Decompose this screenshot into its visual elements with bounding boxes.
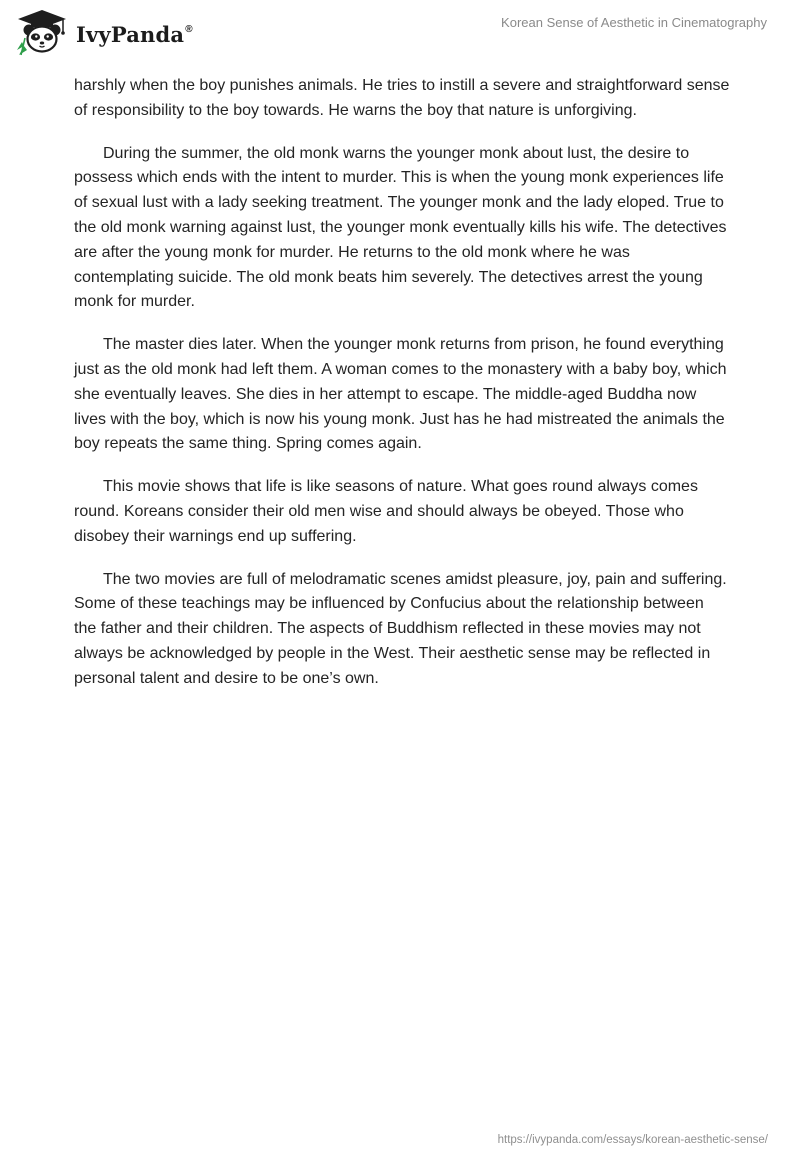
essay-body	[74, 74, 730, 710]
panda-graduate-icon	[14, 8, 70, 56]
registered-mark: ®	[185, 23, 193, 35]
paragraph: The master dies later. When the younger monk returns from prison, he found everything just as the old monk had left them. A woman comes to the monastery with a baby boy, which she eventually leaves. She dies in her attempt to escape. The middle-aged Buddha now lives with the boy, which is now his young monk. Just has he had mistreated the animals the boy repeats the same thing. Spring comes again.	[74, 336, 727, 453]
paragraph: The two movies are full of melodramatic scenes amidst pleasure, joy, pain and suffering. Some of these teachings may be influenced by Confucius about the relationship between the father and their children. The aspects of Buddhism reflected in these movies may not always be acknowledged by people in the West. Their aesthetic sense may be reflected in personal talent and desire to be one’s own.	[74, 570, 727, 687]
brand-name: IvyPanda®	[76, 21, 193, 47]
paragraph-continuation: harshly when the boy punishes animals. He tries to instill a severe and straightforward sense of responsibility to the boy towards. He warns the boy that nature is unforgiving.	[74, 77, 730, 119]
document-title: Korean Sense of Aesthetic in Cinematography	[501, 15, 767, 30]
source-url-link[interactable]: https://ivypanda.com/essays/korean-aesthetic-sense/	[497, 1134, 768, 1146]
brand-logo[interactable]	[14, 8, 193, 56]
page-header	[0, 0, 800, 64]
paragraph: During the summer, the old monk warns the younger monk about lust, the desire to possess which ends with the intent to murder. This is when the young monk experiences life of sexual lust with a lady seeking treatment. The younger monk and the lady eloped. True to the old monk warning against lust, the younger monk eventually kills his wife. The detectives are after the young monk for murder. He returns to the old monk where he was contemplating suicide. The old monk beats him severely. The detectives arrest the young monk for murder.	[74, 144, 727, 311]
paragraph: This movie shows that life is like seasons of nature. What goes round always comes round. Koreans consider their old men wise and should always be obeyed. Those who disobey their warnings end up suffering.	[74, 478, 698, 545]
